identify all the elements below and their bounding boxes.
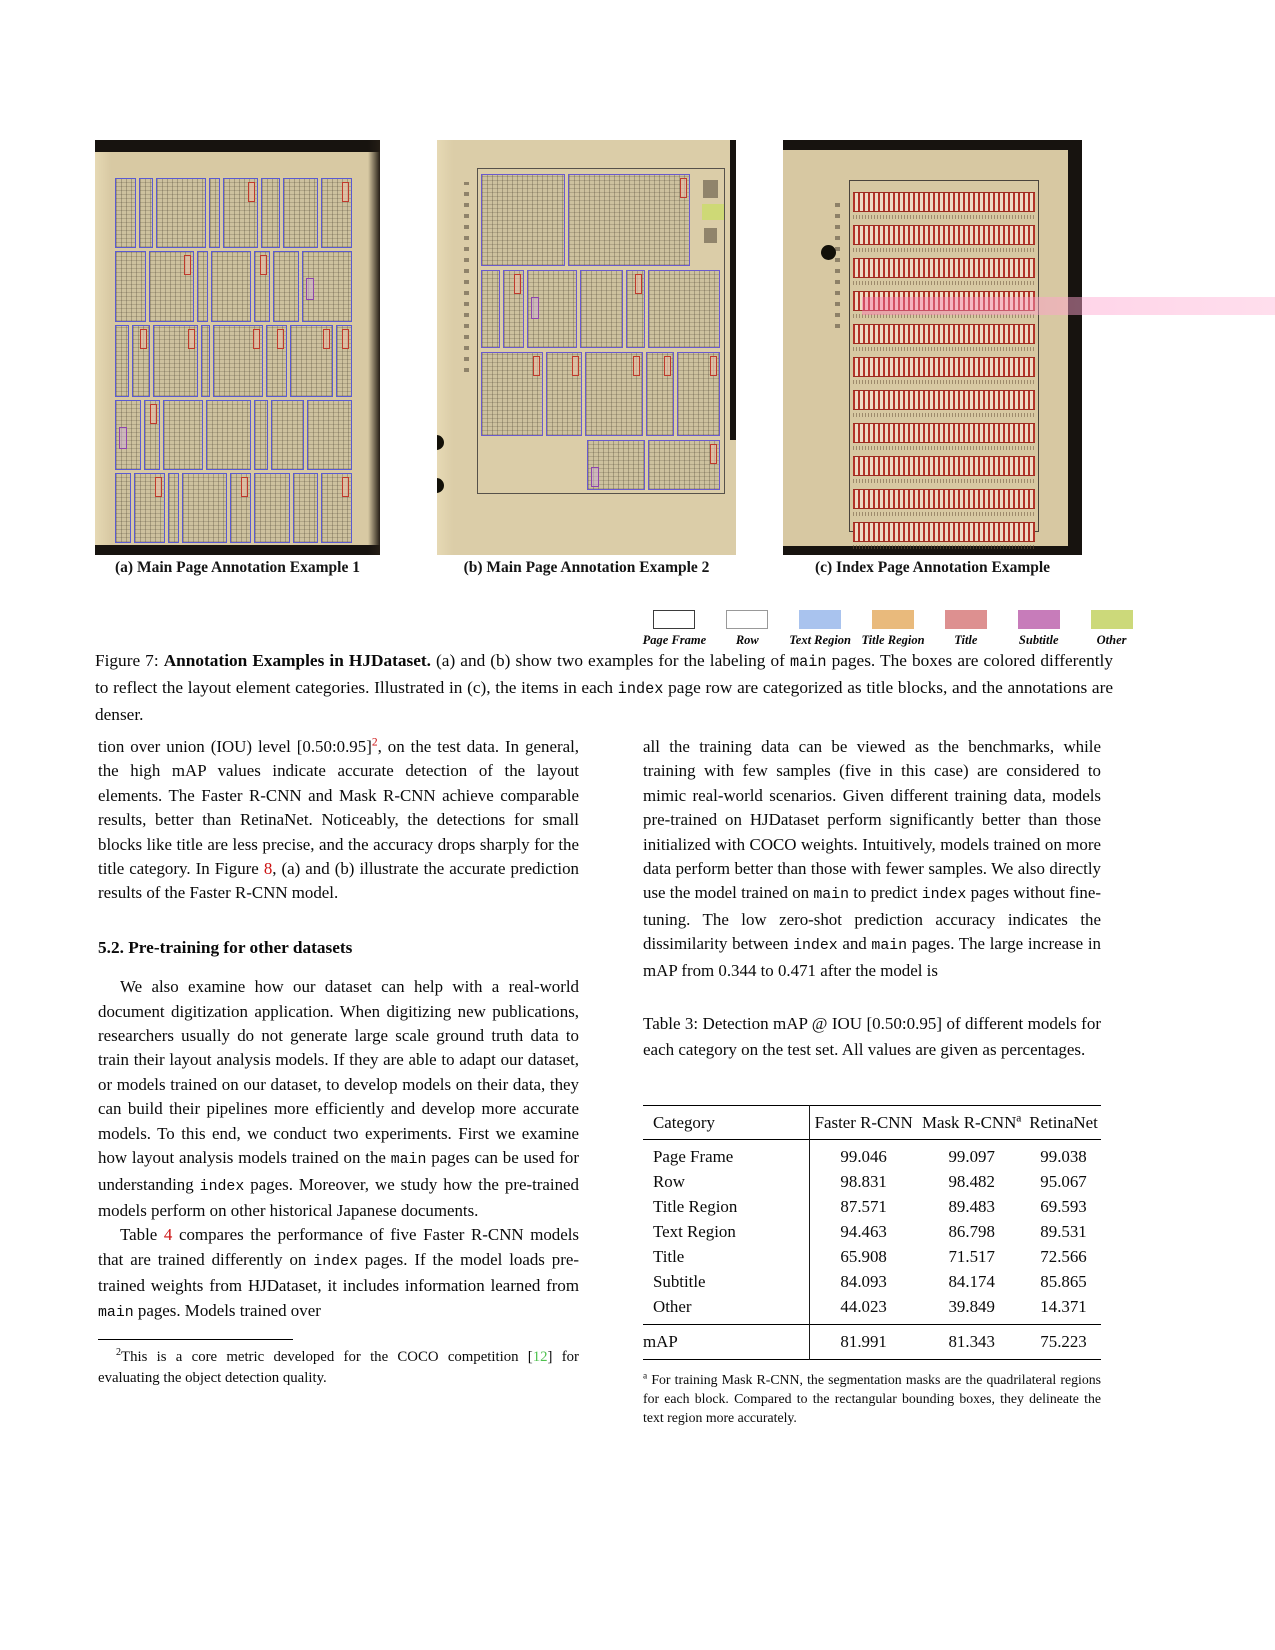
title-annotation-box: [572, 356, 579, 376]
annotation-text-block: [254, 251, 270, 322]
text-segment: RetinaNet: [1029, 1113, 1098, 1133]
subtitle-annotation-box: [119, 427, 127, 449]
title-annotation-box: [241, 477, 248, 497]
index-row-band: [853, 357, 1035, 377]
annotation-text-block: [587, 440, 645, 490]
text-segment: and: [837, 934, 872, 954]
title-annotation-box: [710, 444, 717, 464]
subcaption-a: (a) Main Page Annotation Example 1: [115, 559, 360, 576]
text-segment: a: [1016, 1112, 1022, 1125]
index-row-band: [853, 291, 1035, 311]
table-cell: 75.223: [1040, 1332, 1087, 1352]
text-segment: Category: [653, 1113, 715, 1133]
title-annotation-box: [533, 356, 540, 376]
index-row-small-text: [853, 479, 1035, 483]
text-segment: index: [921, 887, 967, 904]
annotation-text-block: [254, 473, 289, 543]
table-cell: 71.517: [948, 1247, 995, 1267]
index-row-small-text: [853, 215, 1035, 219]
index-row-small-text: [853, 380, 1035, 384]
annotation-text-block: [677, 352, 720, 436]
title-annotation-box: [633, 356, 640, 376]
margin-text-marks: [464, 182, 469, 372]
table-cell: 84.093: [840, 1272, 887, 1292]
title-annotation-box: [188, 329, 195, 349]
table-cell: Page Frame: [643, 1140, 810, 1170]
text-segment: all the training data can be viewed as the benchmarks, while training with few samples (five in this case) are considered to mimic real-world scenarios. Given different training data, models pre-trained on HJDataset perform significantly better than those initialized with COCO weights. Intuitively, models trained on more data perform better than those with fewer samples. We also directly use the model trained on: [643, 737, 1101, 903]
index-row-small-text: [853, 545, 1035, 549]
index-row-small-text: [853, 281, 1035, 285]
book-gutter: [368, 140, 380, 555]
legend-item: [638, 610, 711, 648]
text-segment: main: [789, 653, 827, 671]
section-heading-5-2: 5.2. Pre-training for other datasets: [98, 937, 353, 957]
title-annotation-box: [680, 178, 687, 198]
legend-label: Row: [735, 633, 759, 647]
index-row-small-text: [853, 248, 1035, 252]
text-segment: Table 3: Detection mAP @ IOU [0.50:0.95] of different models for each category on the test set. All values are given as percentages.: [643, 1014, 1101, 1060]
paragraph: [643, 735, 1101, 983]
annotation-text-block: [254, 400, 268, 470]
right-column: [643, 735, 1101, 1427]
legend-item: [857, 610, 930, 648]
title-annotation-box: [277, 329, 284, 349]
table-header-cell: [1026, 1106, 1101, 1140]
table-row: [643, 1245, 1101, 1270]
table-3-caption: [643, 1011, 1101, 1063]
title-annotation-box: [155, 477, 162, 497]
annotation-text-block: [481, 352, 543, 436]
other-annotation-box: [702, 204, 724, 220]
legend-swatch: [945, 610, 987, 629]
title-annotation-box: [710, 356, 717, 376]
text-segment: pages can be used for understanding: [98, 1148, 580, 1194]
footnote-text: [98, 1347, 579, 1389]
legend-swatch: [1091, 610, 1133, 629]
legend-label: Subtitle: [1018, 633, 1059, 647]
table-cell: Title: [643, 1245, 810, 1270]
index-row-small-text: [853, 446, 1035, 450]
table-row: [643, 1140, 1101, 1170]
index-row-band: [853, 225, 1035, 245]
annotation-text-block: [646, 352, 675, 436]
text-segment: pages. Moreover, we study how the pre-trained models perform on other historical Japanese documents.: [98, 1174, 579, 1220]
annotation-text-block: [168, 473, 179, 543]
annotation-text-block: [273, 251, 299, 322]
subtitle-annotation-box: [531, 297, 539, 319]
title-annotation-box: [342, 477, 349, 497]
annotation-text-block: [149, 251, 194, 322]
index-row-band: [853, 324, 1035, 344]
annotation-text-block: [481, 174, 565, 266]
annotation-text-block: [115, 178, 136, 248]
index-row-band: [853, 522, 1035, 542]
legend-label: Title: [954, 633, 978, 647]
annotation-text-block: [302, 251, 352, 322]
legend-swatch: [872, 610, 914, 629]
left-column: [98, 735, 579, 1389]
table-cell: 69.593: [1040, 1197, 1087, 1217]
text-segment: pages. If the model loads pre-trained weights from HJDataset, it includes information learned from: [98, 1249, 579, 1296]
binding-notch: [821, 245, 836, 260]
text-segment: (a) and (b) show two examples for the labeling of: [430, 651, 790, 670]
table-cell: 87.571: [840, 1197, 887, 1217]
index-row-small-text: [853, 413, 1035, 417]
text-segment: 8: [263, 859, 273, 879]
text-segment: Mask R-CNN: [921, 1113, 1017, 1133]
index-row-band: [853, 423, 1035, 443]
table-cell: 85.865: [1040, 1272, 1087, 1292]
annotation-text-block: [206, 400, 251, 470]
table-cell: 98.831: [840, 1172, 887, 1192]
text-segment: This is a core metric developed for the COCO competition [: [121, 1348, 533, 1365]
text-segment: pages. The large increase in mAP from 0.344 to 0.471 after the model is: [643, 934, 1101, 980]
table-header-cell: [643, 1106, 810, 1140]
margin-glyph: [703, 180, 718, 198]
annotation-text-block: [266, 325, 287, 397]
annotation-text-block: [580, 270, 623, 348]
book-edge-top: [783, 140, 1082, 150]
text-segment: a: [643, 1371, 648, 1382]
text-segment: Faster R-CNN: [814, 1113, 913, 1133]
legend-swatch: [653, 610, 695, 629]
table-cell: Other: [643, 1295, 810, 1325]
figure-7-caption: [95, 648, 1113, 728]
text-segment: pages. Models trained over: [133, 1300, 321, 1320]
footnote-2: [98, 1339, 579, 1389]
paragraph: [98, 1223, 579, 1325]
subtitle-annotation-box: [591, 467, 599, 487]
text-segment: 2: [116, 1347, 122, 1359]
text-segment: For training Mask R-CNN, the segmentation masks are the quadrilateral regions for each block. Compared to the rectangular bounding boxes, they delineate the text region more accurately.: [643, 1372, 1101, 1426]
annotation-text-block: [261, 178, 280, 248]
table-cell: 65.908: [840, 1247, 887, 1267]
text-segment: 2: [371, 736, 378, 749]
annotation-text-block: [626, 270, 645, 348]
annotation-text-block: [182, 473, 227, 543]
index-row-band: [853, 258, 1035, 278]
text-segment: index: [617, 680, 664, 698]
annotation-text-block: [307, 400, 352, 470]
text-segment: tion over union (IOU) level [0.50:0.95]: [98, 737, 372, 756]
annotation-text-block: [134, 473, 165, 543]
text-segment: main: [98, 1304, 134, 1321]
index-row-small-text: [853, 512, 1035, 516]
annotation-text-block: [144, 400, 160, 470]
annotation-text-block: [213, 325, 263, 397]
legend-item: [1075, 610, 1148, 648]
text-segment: page row are categorized as title blocks, and the annotations are denser.: [95, 678, 1113, 724]
table-cell: 86.798: [948, 1222, 995, 1242]
table-cell: 72.566: [1040, 1247, 1087, 1267]
annotation-text-block: [283, 178, 318, 248]
title-annotation-box: [664, 356, 671, 376]
annotation-text-block: [568, 174, 690, 266]
page-curve-shading: [437, 140, 453, 555]
subcaption-b: (b) Main Page Annotation Example 2: [463, 559, 710, 576]
title-annotation-box: [150, 404, 157, 424]
page-curve-shading: [95, 140, 111, 555]
annotation-text-block: [648, 440, 720, 490]
text-segment: ] for evaluating the object detection quality.: [98, 1348, 579, 1386]
figure-c-index-page-annotation-example: [783, 140, 1082, 555]
legend-item: [784, 610, 857, 648]
book-gutter: [730, 140, 736, 440]
annotation-legend: [638, 610, 1148, 648]
title-annotation-box: [514, 274, 521, 294]
annotation-text-block: [230, 473, 251, 543]
text-segment: index: [313, 1253, 358, 1270]
annotation-text-block: [115, 325, 129, 397]
table-cell: Subtitle: [643, 1270, 810, 1295]
annotation-text-block: [209, 178, 220, 248]
annotation-text-block: [201, 325, 210, 397]
legend-item: [929, 610, 1002, 648]
annotation-text-block: [115, 251, 146, 322]
text-segment: index: [793, 938, 838, 955]
text-segment: 12: [532, 1348, 548, 1365]
text-segment: compares the performance of five Faster R-CNN models that are trained differently on: [98, 1225, 580, 1269]
text-segment: Figure 7:: [95, 651, 164, 670]
margin-text-marks: [835, 198, 840, 328]
table-cell: 95.067: [1040, 1172, 1087, 1192]
annotation-text-block: [527, 270, 577, 348]
title-annotation-box: [323, 329, 330, 349]
annotation-text-block: [223, 178, 258, 248]
legend-swatch: [799, 610, 841, 629]
legend-item: [711, 610, 784, 648]
table-row: [643, 1195, 1101, 1220]
legend-label: Text Region: [789, 633, 851, 647]
legend-label: Title Region: [861, 633, 925, 647]
table-cell: 94.463: [840, 1222, 887, 1242]
table-cell: 99.038: [1040, 1147, 1087, 1167]
text-segment: Table: [120, 1225, 164, 1245]
footnote-rule: [98, 1339, 293, 1340]
title-annotation-box: [342, 329, 349, 349]
annotation-text-block: [156, 178, 206, 248]
text-segment: main: [390, 1152, 427, 1169]
annotation-text-block: [336, 325, 352, 397]
annotation-text-block: [290, 325, 333, 397]
legend-swatch: [726, 610, 768, 629]
legend-label: Other: [1096, 633, 1127, 647]
annotation-text-block: [115, 400, 141, 470]
table-cell: 14.371: [1040, 1297, 1087, 1317]
subcaption-c: (c) Index Page Annotation Example: [814, 559, 1051, 576]
text-segment: pages. The boxes are colored differently to reflect the layout element categories. Illustrated in (c), the items in each: [95, 651, 1113, 697]
paragraph: [98, 735, 579, 906]
annotation-text-block: [546, 352, 582, 436]
annotation-text-block: [585, 352, 643, 436]
table-row: [643, 1270, 1101, 1295]
title-annotation-box: [635, 274, 642, 294]
figure-a-main-page-annotation-example-1: [95, 140, 380, 555]
annotation-text-block: [139, 178, 153, 248]
text-segment: pages without fine-tuning. The low zero-shot prediction accuracy indicates the dissimilarity between: [643, 883, 1101, 954]
table-cell: 99.097: [948, 1147, 995, 1167]
annotation-text-block: [163, 400, 203, 470]
title-annotation-box: [253, 329, 260, 349]
annotation-text-block: [153, 325, 198, 397]
text-segment: index: [199, 1178, 245, 1195]
table-cell: 89.483: [948, 1197, 995, 1217]
index-row-band: [853, 390, 1035, 410]
text-segment: We also examine how our dataset can help with a real-world document digitization application. When digitizing new publications, researchers usually do not generate large scale ground truth data to train their layout analysis models. If they are able to adapt our dataset, or models trained on our dataset, to develop models on their data, they can build their pipelines more efficiently and develop more accurate models. To this end, we conduct two experiments. First we examine how layout analysis models trained on the: [98, 977, 579, 1168]
annotation-text-block: [321, 473, 352, 543]
table-cell: mAP: [643, 1325, 810, 1360]
table-cell: 89.531: [1040, 1222, 1087, 1242]
text-segment: main: [813, 887, 849, 904]
annotation-text-block: [271, 400, 304, 470]
text-segment: to predict: [849, 883, 922, 903]
book-edge-bottom: [95, 545, 380, 555]
paragraph: [98, 975, 579, 1223]
book-edge-top: [95, 140, 380, 152]
table-cell: 81.991: [840, 1332, 887, 1352]
table-map-row: [643, 1325, 1101, 1360]
table-cell: Row: [643, 1170, 810, 1195]
table-cell: 44.023: [840, 1297, 887, 1317]
table-cell: 84.174: [948, 1272, 995, 1292]
text-segment: main: [871, 938, 908, 955]
legend-label: Page Frame: [642, 633, 707, 647]
title-annotation-box: [248, 182, 255, 202]
title-annotation-box: [184, 255, 191, 275]
index-row-band: [853, 456, 1035, 476]
annotation-text-block: [197, 251, 208, 322]
table-3: [643, 1105, 1101, 1360]
table-cell: Title Region: [643, 1195, 810, 1220]
text-segment: , (a) and (b) illustrate the accurate prediction results of the Faster R-CNN model.: [98, 859, 579, 903]
table-header-cell: [917, 1106, 1026, 1140]
title-annotation-box: [140, 329, 147, 349]
annotation-text-block: [503, 270, 524, 348]
book-gutter: [1068, 140, 1082, 555]
table-cell: 81.343: [948, 1332, 995, 1352]
annotation-text-block: [321, 178, 352, 248]
index-row-band: [853, 489, 1035, 509]
table-cell: 39.849: [948, 1297, 995, 1317]
annotation-text-block: [115, 473, 131, 543]
index-row-small-text: [853, 314, 1035, 318]
annotation-text-block: [481, 270, 500, 348]
figure-b-main-page-annotation-example-2: [437, 140, 736, 555]
table-row: [643, 1170, 1101, 1195]
index-row-small-text: [853, 347, 1035, 351]
subtitle-annotation-box: [306, 278, 314, 300]
annotation-text-block: [648, 270, 720, 348]
table-cell: 98.482: [948, 1172, 995, 1192]
table-row: [643, 1220, 1101, 1245]
table-header-cell: [810, 1106, 918, 1140]
table-row: [643, 1295, 1101, 1325]
annotation-text-block: [293, 473, 319, 543]
margin-glyph: [704, 228, 717, 243]
legend-item: [1002, 610, 1075, 648]
title-annotation-box: [342, 182, 349, 202]
table-cell: Text Region: [643, 1220, 810, 1245]
table-cell: 99.046: [840, 1147, 887, 1167]
annotation-text-block: [132, 325, 151, 397]
table-3-footnote: [643, 1370, 1101, 1427]
annotation-text-block: [211, 251, 251, 322]
text-segment: Annotation Examples in HJDataset.: [163, 651, 431, 670]
title-annotation-box: [260, 255, 267, 275]
text-segment: , on the test data. In general, the high mAP values indicate accurate detection of the layout elements. The Faster R-CNN and Mask R-CNN achieve comparable results, better than RetinaNet. Noticeably, the detections for small blocks like title are less precise, and the accuracy drops sharply for the title category. In Figure: [98, 737, 580, 879]
index-row-band: [853, 192, 1035, 212]
legend-swatch: [1018, 610, 1060, 629]
text-segment: 4: [163, 1225, 173, 1245]
